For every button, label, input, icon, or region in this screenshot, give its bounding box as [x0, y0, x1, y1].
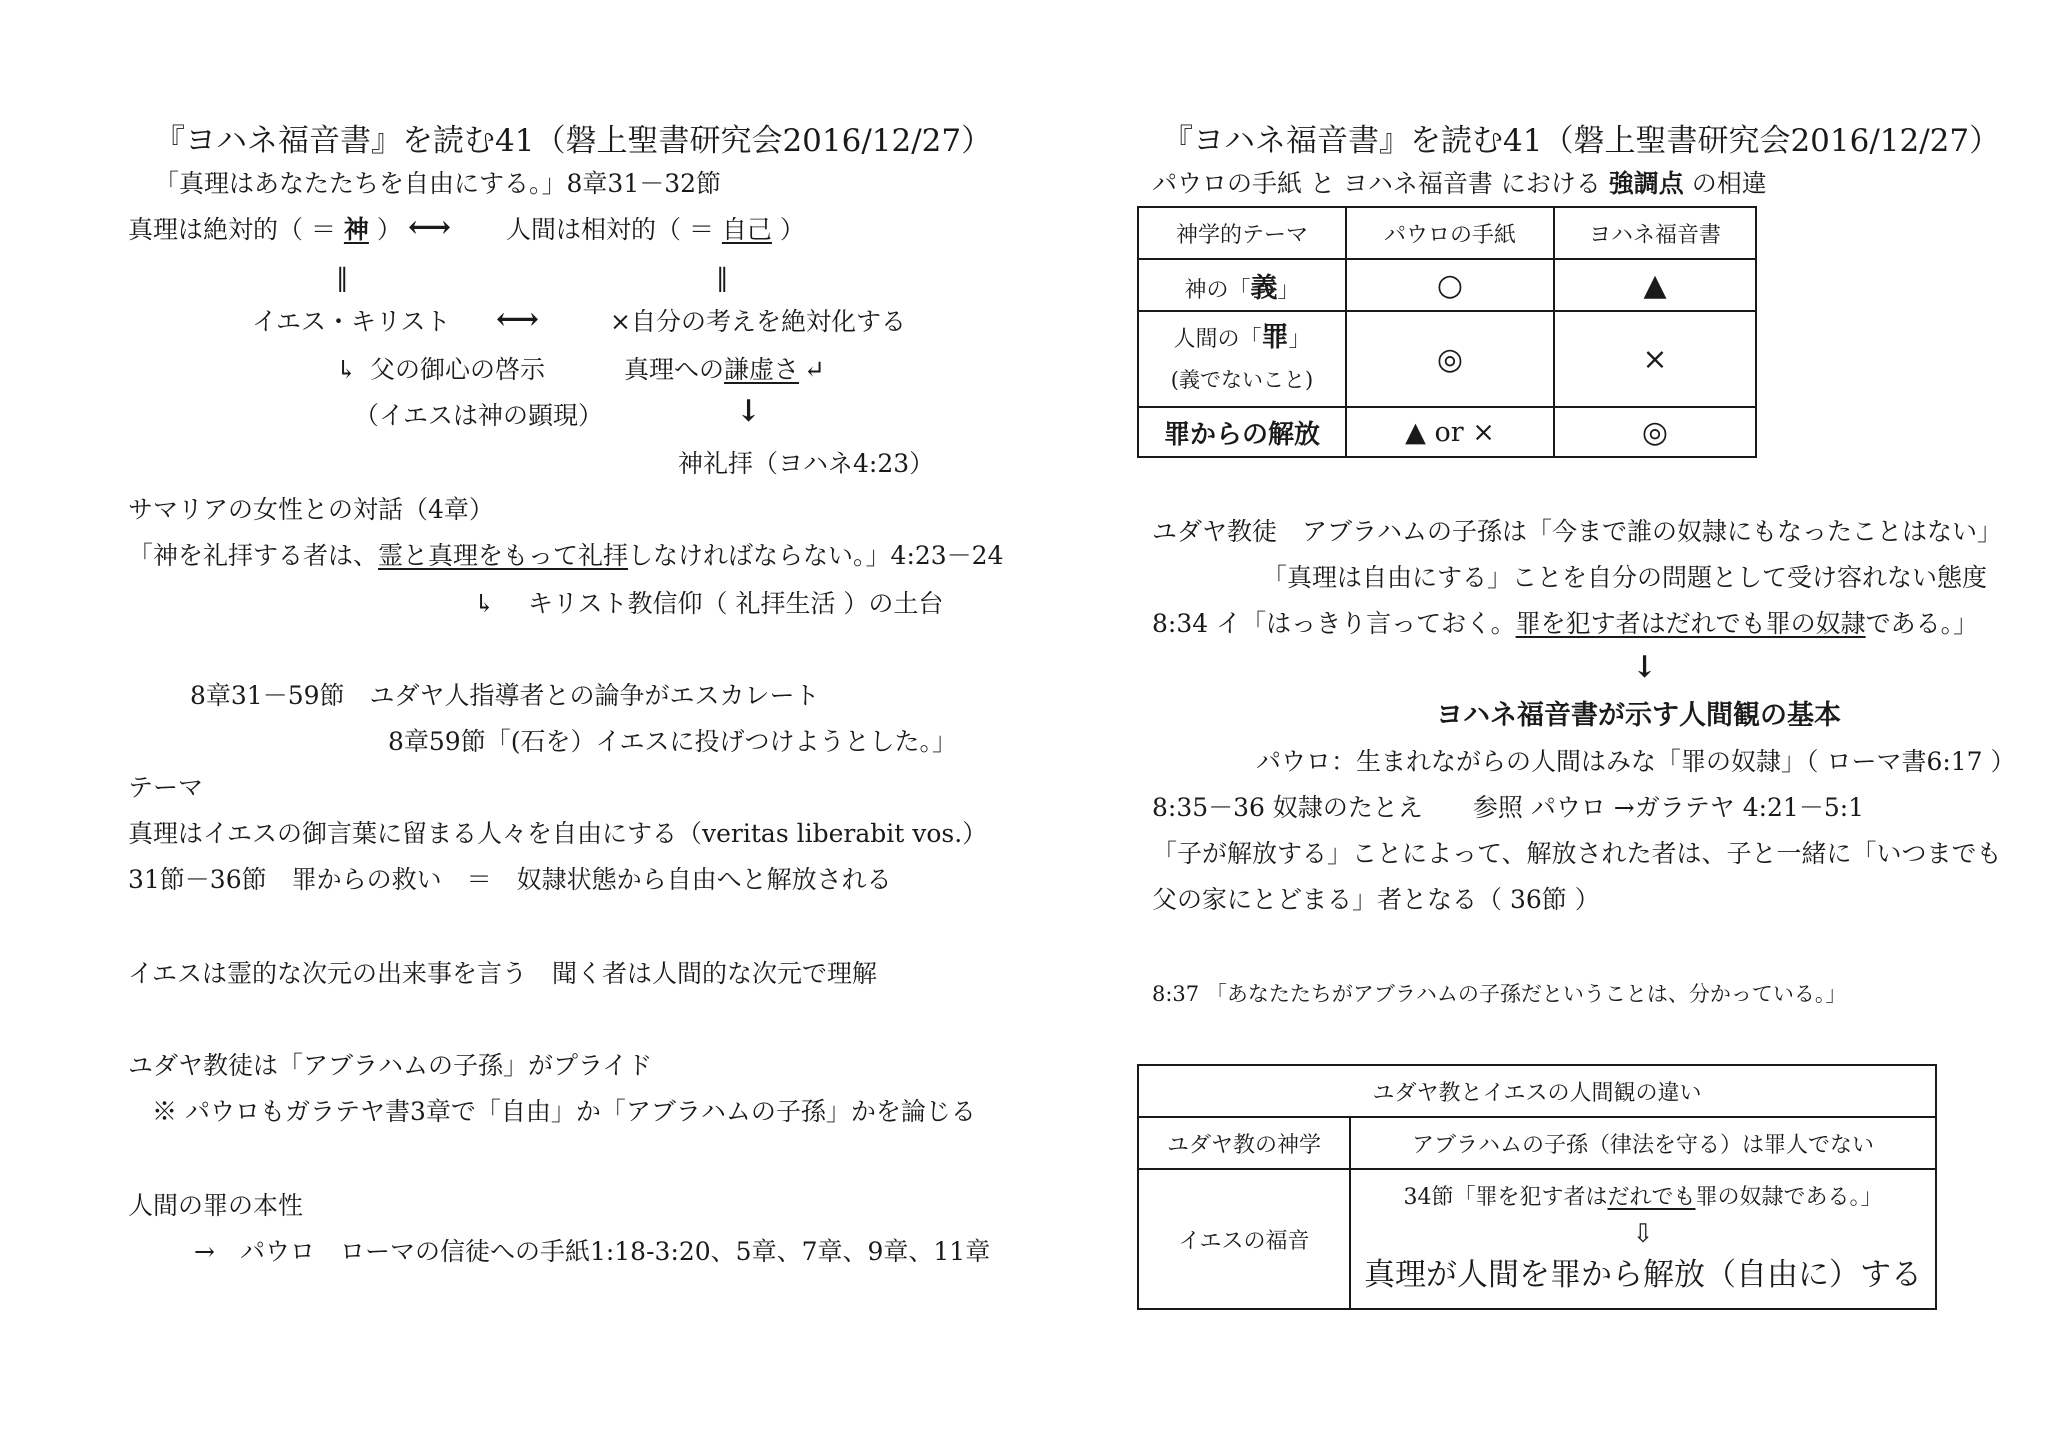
gospel-label: イエスの福音 — [1138, 1169, 1350, 1309]
human-relative: 人間は相対的（ ＝ 自己 ） — [506, 215, 805, 244]
worship-quote: 「神を礼拝する者は、霊と真理をもって礼拝しなければならない。」4:23－24 — [128, 541, 1004, 570]
paul-slave: パウロ：生まれながらの人間はみな「罪の奴隷」（ ローマ書6:17 ） — [1256, 747, 2016, 776]
romans-refs: → パウロ ローマの信徒への手紙1:18-3:20、5章、7章、9章、11章 — [194, 1237, 991, 1266]
left-title: 『ヨハネ福音書』を読む41（磐上聖書研究会2016/12/27） — [154, 123, 993, 159]
truth-liberates: 真理が人間を罪から解放（自由に）する — [1364, 1257, 1922, 1293]
row-righteousness: 神の「義」 — [1138, 259, 1346, 311]
john-sin: × — [1554, 311, 1756, 407]
hollow-down-arrow-icon: ⇩ — [1632, 1219, 1654, 1249]
worship: 神礼拝（ヨハネ4:23） — [678, 449, 935, 478]
verse-8-37: 8:37 「あなたたちがアブラハムの子孫だということは、分かっている。」 — [1152, 982, 1847, 1006]
paul-righteousness: ○ — [1346, 259, 1554, 311]
escalation: 8章31－59節 ユダヤ人指導者との論争がエスカレート — [190, 681, 820, 710]
corner-arrow-icon: ↳ — [474, 589, 495, 618]
manifestation: （イエスは神の顕現） — [354, 401, 604, 430]
double-arrow-icon: ⟷ — [408, 210, 452, 245]
double-arrow-icon: ⟷ — [496, 302, 540, 337]
jewish-pride: ユダヤ教徒は「アブラハムの子孫」がプライド — [128, 1051, 653, 1080]
revelation: 父の御心の啓示 — [370, 355, 546, 384]
judaism-label: ユダヤ教の神学 — [1138, 1117, 1350, 1169]
john-righteousness: ▲ — [1554, 259, 1756, 311]
faith-foundation: キリスト教信仰（ 礼拝生活 ）の土台 — [528, 589, 944, 618]
comparison-caption: パウロの手紙 と ヨハネ福音書 における 強調点 の相違 — [1152, 169, 1767, 198]
paul-sin: ◎ — [1346, 311, 1554, 407]
right-title: 『ヨハネ福音書』を読む41（磐上聖書研究会2016/12/27） — [1162, 123, 2001, 159]
down-arrow-icon: ↓ — [1632, 650, 1658, 685]
truth-absolute: 真理は絶対的（ ＝ 神 ） — [128, 215, 402, 244]
verse-8-35: 8:35－36 奴隷のたとえ 参照 パウロ →ガラテヤ 4:21－5:1 — [1152, 793, 1865, 822]
galatians-note: ※ パウロもガラテヤ書3章で「自由」か「アブラハムの子孫」かを論じる — [152, 1097, 976, 1126]
son-liberation-2: 父の家にとどまる」者となる（ 36節 ） — [1152, 885, 1600, 914]
theme-text: 真理はイエスの御言葉に留まる人々を自由にする（veritas liberabit vos.） — [128, 819, 988, 848]
salvation: 31節－36節 罪からの救い ＝ 奴隷状態から自由へと解放される — [128, 865, 892, 894]
header-theme: 神学的テーマ — [1138, 207, 1346, 259]
comparison-table — [1137, 206, 1757, 458]
corner-arrow-icon: ↳ — [336, 355, 357, 384]
equals-sign: ‖ — [716, 263, 729, 292]
human-view-basis: ヨハネ福音書が示す人間観の基本 — [1436, 700, 1841, 731]
samaria-dialogue: サマリアの女性との対話（4章） — [128, 495, 494, 524]
son-liberation-1: 「子が解放する」ことによって、解放された者は、子と一緒に「いつまでも — [1152, 839, 2002, 868]
gospel-text: 34節「罪を犯す者はだれでも罪の奴隷である。」 ⇩ 真理が人間を罪から解放（自由に）する — [1350, 1169, 1936, 1309]
jesus-christ: イエス・キリスト — [252, 307, 451, 336]
self-absolutize: ×自分の考えを絶対化する — [610, 307, 906, 336]
verse-8-34: 8:34 イ「はっきり言っておく。罪を犯す者はだれでも罪の奴隷である。」 — [1152, 609, 1979, 638]
theme-heading: テーマ — [128, 773, 204, 802]
equals-sign: ‖ — [336, 263, 349, 292]
row-liberation: 罪からの解放 — [1138, 407, 1346, 457]
stone-throwing: 8章59節「(石を）イエスに投げつけようとした。」 — [388, 727, 957, 756]
down-arrow-icon: ↓ — [736, 394, 762, 429]
john-liberation: ◎ — [1554, 407, 1756, 457]
sin-nature: 人間の罪の本性 — [128, 1191, 304, 1220]
header-paul: パウロの手紙 — [1346, 207, 1554, 259]
paul-liberation: ▲ or × — [1346, 407, 1554, 457]
corner-arrow-icon: ↵ — [804, 355, 825, 384]
judaism-text: アブラハムの子孫（律法を守る）は罪人でない — [1350, 1117, 1936, 1169]
left-subtitle: 「真理はあなたたちを自由にする。」8章31－32節 — [154, 169, 722, 198]
contrast-title: ユダヤ教とイエスの人間観の違い — [1138, 1065, 1936, 1117]
contrast-table — [1137, 1064, 1937, 1310]
jews-claim: ユダヤ教徒 アブラハムの子孫は「今まで誰の奴隷にもなったことはない」 — [1152, 517, 2003, 546]
humility: 真理への謙虚さ — [624, 355, 800, 384]
dimension-contrast: イエスは霊的な次元の出来事を言う 聞く者は人間的な次元で理解 — [128, 959, 878, 988]
header-john: ヨハネ福音書 — [1554, 207, 1756, 259]
row-sin: 人間の「罪」 (義でないこと) — [1138, 311, 1346, 407]
refusal-attitude: 「真理は自由にする」ことを自分の問題として受け容れない態度 — [1262, 563, 1988, 592]
